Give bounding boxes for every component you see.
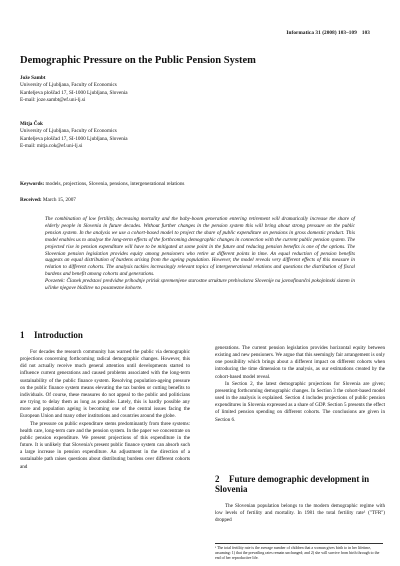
keywords-line (20, 181, 380, 187)
author-email: E-mail: mitja.cok@ef.uni-lj.si (20, 143, 83, 150)
author-block-2 (20, 121, 380, 151)
paragraph: generations. The current pension legislation provides horizontal equity between existing and new pensioners. We argue that this seemingly fair arrangement is only one possibility which brings about a different impact on different cohorts when introducing the time dimension to the analysis, as our estimations created by the cohort-based model reveal. (215, 345, 385, 380)
running-head (286, 30, 370, 36)
paragraph: The pressure on public expenditure stems predominantly from three systems: health care, long-term care and the pension system. In the paper we concentrate on public pension expenditure. We present projections of this expenditure in the future. It is unlikely that Slovenia's present public finance system can absorb such a large increase in pension expenditure. An adjustment in the direction of a sustainable path raises questions about distributing burdens over different cohorts and (20, 420, 190, 470)
page-number: 103 (361, 30, 370, 36)
received-date: March 15, 2007 (42, 197, 76, 203)
author-block-1 (20, 75, 380, 105)
received-line (20, 197, 380, 203)
right-column (215, 345, 385, 424)
abstract (45, 216, 355, 292)
section-2-heading (215, 474, 385, 494)
abstract-slovene: Povzetek: Članek predstavi predvidne prihodnje pritisk spremenjene starostne strukture prebivalstva Slovenije na javnofinančni pokojninski sistem in učinke njegove blažitve na posamezne kohorte. (45, 278, 355, 292)
author-email: E-mail: joze.sambt@ef.uni-lj.si (20, 97, 86, 104)
author-affiliation: University of Ljubljana, Faculty of Economics (20, 82, 117, 89)
received-label: Received: (20, 197, 42, 203)
paragraph: For decades the research community has warned the public via demographic projections concerning forthcoming radical demographic changes. However, this did not actually receive much general attention until developments started to influence current generations and caused problems associated with the long-term sustainability of the public finance system. Resolving population-ageing pressure on the public finance system means elevating the tax burden or cutting benefits to individuals. Of course, these measures do not appeal to the public and politicians are trying to delay them as long as possible. Lately, this is hardly possible any more and population ageing is becoming one of the central issues facing the European Union and many other institutions and countries around the globe. (20, 349, 190, 420)
section-number: 1 (20, 330, 25, 340)
abstract-text: The combination of low fertility, decreasing mortality and the baby-boom generation entering retirement will dramatically increase the share of elderly people in Slovenia in future decades. Without further changes in the pension system this will bring about strong pressure on the public pension system. In the analysis we use a cohort-based model to project the share of public expenditure on pensions in gross domestic product. This model enables us to analyse the long-term effects of the forthcoming demographic changes in connection with the current public pension system. The projected rise in pension expenditure will have to be mitigated at some point in the future and reducing pension benefits is one of the options. The Slovenian pension legislation provides equity among pensioners who retire at different points in time. An equal reduction of pension benefits suggests an equal distribution of burdens arising from the ageing population. However, the model reveals very different effects of this measure in relation to different cohorts. The analysis tackles increasingly relevant topics of intergenerational relations and questions the distribution of fiscal burdens and benefit among cohorts and generations. (45, 216, 355, 278)
keywords-text: models, projections, Slovenia, pensions, intergenerational relations (45, 181, 185, 187)
author-address: Kardeljeva ploščad 17, SI-1000 Ljubljana, Slovenia (20, 89, 128, 96)
section-title: Introduction (34, 330, 83, 340)
author-affiliation: University of Ljubljana, Faculty of Economics (20, 128, 117, 135)
section-title: Future demographic development in Slovenia (215, 474, 370, 494)
paper-title: Demographic Pressure on the Public Pension System (20, 55, 256, 66)
author-name: Mitja Čok (20, 121, 43, 127)
paragraph: The Slovenian population belongs to the modern demographic regime with low levels of fertility and mortality. In 1981 the total fertility rate¹ ("TFR") dropped (215, 503, 385, 524)
footnote: ¹ The total fertility rate is the average number of children that a woman gives birth to in her lifetime, assuming: 1) that the prevailing rates remain unchanged; and 2) she will survive from birth through to the end of her reproductive life. (215, 543, 383, 561)
section-2-body (215, 503, 385, 524)
author-address: Kardeljeva ploščad 17, SI-1000 Ljubljana, Slovenia (20, 135, 128, 142)
section-number: 2 (215, 474, 220, 484)
journal-citation: Informatica 31 (2008) 103–109 (286, 30, 357, 36)
section-1-heading (20, 330, 195, 340)
author-name: Jože Sambt (20, 75, 46, 81)
paragraph: In Section 2, the latest demographic projections for Slovenia are given; presenting forthcoming demographic changes. In Section 3 the cohort-based model used in the analysis is explained. Section 4 includes projections of public pension expenditures in Slovenia expressed as a share of GDP. Section 5 presents the effect of limited pension spending on different cohorts. The conclusions are given in Section 6. (215, 380, 385, 423)
left-column (20, 349, 190, 471)
keywords-label: Keywords: (20, 181, 45, 187)
